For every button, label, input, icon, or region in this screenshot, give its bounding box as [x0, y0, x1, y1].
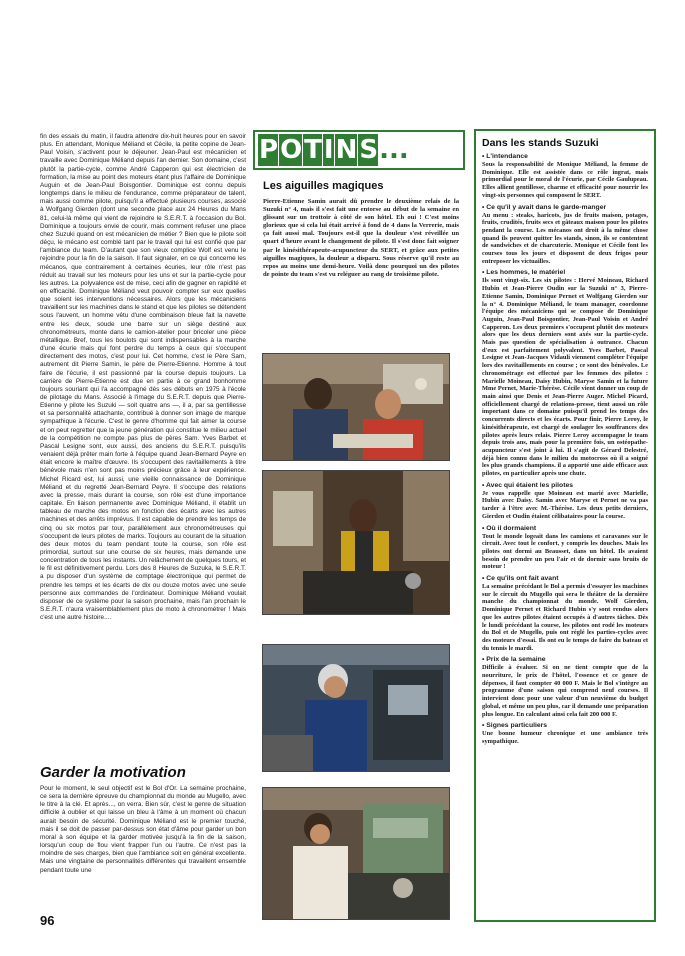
- potins-letter: O: [280, 135, 302, 165]
- left-article-column: [40, 133, 246, 923]
- suzuki-stands-sidebar: [474, 129, 656, 922]
- potins-logo: [258, 134, 409, 166]
- section-body-pilotes: Je vous rappelle que Moineau est marié avec Marielle, Hubin avec Daisy. Samin avec Maryse et Pernet ne va pas tarder à l'être avec M.-Thérèse. Les deux petits derniers, Gierden et Oudin étaient célibataires pour la course.: [482, 489, 648, 520]
- section-body-prix: Difficile à évaluer. Si on ne tient compte que de la nourriture, le prix de l'hôtel, l'essence et ce genre de dépenses, il faut compter 40 000 F. Mais le Bol s'intègre au programme d'une saison qui comprend neuf courses. Il intervient donc pour une valeur d'un neuvième du budget global, et même un peu plus, car il demande une préparation plus longue. En calculant ainsi cela fait 200 000 F.: [482, 664, 648, 718]
- potins-letter: N: [335, 135, 357, 165]
- potins-letter: I: [323, 135, 333, 165]
- section-body-dormaient: Tout le monde logeait dans les camions et caravanes sur le circuit. Avec tout le confort, y compris les douches. Mais les pilotes ont dormi au Beausset, dans un hôtel. Ils avaient besoin de prendre un peu l'air et de dormir sans bruits de moteur !: [482, 532, 648, 571]
- potins-column: [253, 130, 465, 340]
- section-body-intendance: Sous la responsabilité de Monique Méliand, la femme de Dominique. Elle est assistée dans ce rôle ingrat, mais primordial pour le moral de l'écurie, par Cécile Gaulupeau. Elles allient gentillesse, charme et efficacité pour nourrir les vingt-six personnes qui composent le SERT.: [482, 161, 648, 199]
- page-number: 96: [40, 913, 55, 928]
- left-article-text-2: Pour le moment, le seul objectif est le Bol d'Or. La semaine prochaine, ce sera la dernière épreuve du championnat du monde au Mugello, avec le titre à la clé. Et après..., on verra. Bien sûr, c'est le genre de situation difficile à oublier et qui laisse un bleu à l'âme à un moment où chacun aurait besoin de sécurité. Dominique Méliand est le premier touché, mais il se doit de passer par-dessus son état d'âme pour garder un bon moral à son équipe et la garder motivée jusqu'à la fin de la saison, lorsqu'un coup de flou vient frapper l'un ou l'autre. Ce n'est pas la moindre de ses charges, bien que l'ambiance soit en général excellente. Mais une vingtaine de personnalités différentes qui travaillent ensemble pendant toute une: [40, 785, 246, 874]
- photo-mechanic-machine: [262, 644, 450, 772]
- section-head-pilotes: • Avec qui étaient les pilotes: [482, 481, 574, 489]
- section-head-signes: • Signes particuliers: [482, 722, 548, 730]
- potins-dots: ...: [379, 135, 409, 165]
- section-head-hommes: • Les hommes, le matériel: [482, 269, 566, 277]
- section-body-garde-manger: Au menu : steaks, haricots, jus de fruits maison, potages, fruits, crudités, fruits secs et gâteaux maison pour les pilotes pendant la course. Les mécanos ont droit à la même chose quand ils peuvent quitter les stands, sinon, ils se contentent de sandwiches et de charcuterie. Monique et Cécile font les courses tous les jours et disposent de deux frigos pour entreposer les victuailles.: [482, 211, 648, 265]
- section-head-avant: • Ce qu'ils ont fait avant: [482, 575, 559, 583]
- left-article-body-2: [40, 785, 246, 897]
- section-body-hommes: Ils sont vingt-six. Les six pilotes : Hervé Moineau, Richard Hubin et Jean-Pierre Oudin sur la Suzuki n° 3, Pierre-Etienne Samin, Dominique Pernet et Wolfgang Gierden sur la n° 4. Dominique Méliand, le team manager, coordonne l'équipe des mécaniciens qui se compose de Dominique Auguin, Jean-Paul Boisgontier, Jean-Paul Voisin et André Capperon. Les deux premiers s'occupent plutôt des moteurs alors que les deux derniers sont axés sur la partie-cycle. Mais pas question de spécialisation à outrance. Chacun d'eux est parfaitement polyvalent. Yves Barbet, Pascal Lesigne et Jean-Jacques Vidauli viennent compléter l'équipe lors des ravitaillements en course ; ce sont des bénévoles. Le chronométrage est effectué par les femmes des pilotes : Marielle Moineau, Daisy Hubin, Maryse Samin et la future Mme Pernet, Marie-Thérèse. Cécile vient donner un coup de main ainsi que Denis et Jean-Pierre Auger. Michel Picard, officiellement chargé de relations-presse, tient aussi un rôle important dans ce domaine puisqu'il prend les temps des concurrents directs et les écarts. Pour finir, Pierre Leroy, le kinésithérapeute, est chargé de soulager les souffrances des pilotes après leurs relais. Pierre Leroy accompagne le team depuis trois ans, mais pour la première fois, un ostéopathe-acupuncteur s'est joint à lui. Il s'agit de Gérard Delestré, déjà bien connu dans le milieu du motocross où il a soigné les plus grands champions. il a apporté une aide efficace aux pilotes, en particulier après une chute.: [482, 277, 648, 478]
- potins-text: Pierre-Etienne Samin aurait dû prendre le deuxième relais de la Suzuki n° 4, mais il s'est fait une entorse au début de la semaine en glissant sur un trottoir à côté de son hôtel. Eh oui ! C'est moins glorieux que si cela lui était arrivé à fond de 4 dans la Verrerie, mais ça fait aussi mal. Toujours est-il que la douleur s'est réveillée un quart d'heure avant le changement de pilote. Il s'est donc fait soigner par le kinésithérapeute-acupuncteur du SERT, et grâce aux petites aiguilles magiques, la douleur a disparu. Sous réserve qu'il reste au repos au moins une demi-heure. Voilà donc pourquoi un des pilotes de pointe du team s'est vu reléguer au rang de troisième pilote.: [263, 198, 459, 278]
- section-head-garde-manger: • Ce qu'il y avait dans le garde-manger: [482, 203, 607, 211]
- sidebar-title: Dans les stands Suzuki: [482, 137, 599, 149]
- section-body-avant: La semaine précédant le Bol a permis d'essayer les machines sur le circuit du Mugello qui sera le théâtre de la dernière manche du championnat du monde. Wolf Gierden, Dominique Pernet et Richard Hubin s'y sont rendus alors que les autres pilotes étaient occupés à d'autres tâches. Dès le lundi précédant la course, les pilotes ont rodé les moteurs du Bol et de Mugello, puis ont réglé les parties-cycles avec des moteurs d'essai. Ils ont eu le temps de faire du bateau et du tennis le mardi.: [482, 583, 648, 652]
- section-heading-motivation: Garder la motivation: [40, 764, 186, 781]
- potins-banner: [253, 130, 465, 170]
- left-article-text-1: fin des essais du matin, il faudra attendre dix-huit heures pour en savoir plus. En attendant, Monique Méliand et Cécile, la petite copine de Jean-Paul Voisin, s'activent pour le déjeuner. Jean-Paul est mécanicien et travaille avec Dominique Méliand depuis l'an dernier. Son domaine, c'est plutôt la partie-cycle, comme André Capperon qui est électricien de formation, la mise au point des moteurs étant plus l'affaire de Dominique Auguin et de Jean-Paul Boisgontier. Dominique est connu depuis longtemps dans le milieu de l'endurance, comme préparateur de talent, mais aussi comme pilote, puisqu'il a effectué plusieurs courses, associé à Wolfgang Gierden (dont une seconde place aux 24 Heures du Mans 81, celui-là même qui vient de rejoindre le S.E.R.T. à l'occasion du Bol. Dominique a toujours envie de courir, mais comment refuser une place chez Suzuki quand on est mécanicien de métier ? Bien que le pilote soit déçu, le mécano est comblé tant par le travail qui lui est confié que par l'ambiance du team. D'autant que son vieux complice Wolf est venu le rejoindre pour la fin de la saison. Il faut signaler, en ce qui concerne les mécanos, que contrairement à certaines écuries, leur rôle n'est pas réduit au travail sur les moteurs pour les uns et sur la partie-cycle pour les autres. La polyvalence est de mise, ceci afin de gagner en rapidité et en efficacité. Dominique Méliand veut pouvoir compter sur eux quelles que soient les interventions nécessaires. Alors que les mécaniciens travaillent sur les machines dans le stand et que les pilotes se détendent sous l'auvent, un homme vêtu d'une combinaison bleue fait la navette entre les deux, soude une barre sur un siège destiné aux chronométreurs, monte dans le camion-atelier pour bricoler une pièce métallique. Bref, tous les boulots qui sont indispensables à la marche d'une écurie mais qui font perdre du temps à ceux qui s'occupent directement des motos, c'est pour lui. Cet homme, c'est le Père Sam, autrement dit Pierre Samin, le père de Pierre-Etienne. Homme à tout faire de l'écurie, il est passionné par la course depuis toujours. La carrière de Pierre-Etienne est due en partie à ce grand bonhomme toujours souriant qui l'a accompagné dès ses débuts en 1975 à l'école de pilotage du Mans. Associé à l'image du S.E.R.T. depuis que Pierre-Etienne y pilote les Suzuki — soit quatre ans —, il a, par sa gentillesse et sa personnalité attachante, contribué à donner son image de marque sympathique à l'écurie. C'est le genre d'homme qui fait aimer la course et on peut regretter que la jeune génération qui constitue le milieu actuel de la compétition ne compte pas plus de pères Sam. Yves Barbet et Pascal Lesigne sont, eux aussi, des anciens du S.E.R.T. puisqu'ils venaient déjà prêter main forte à l'équipe quand Jean-Bernard Peyre en était encore le maître d'œuvre. Ils s'occupent des ravitaillements à titre bénévole mais n'en sont pas moins précieux grâce à leur expérience. Michel Ricard est, lui aussi, une vieille connaissance de Dominique Méliand et du regretté Jean-Bernard Peyre. Il s'occupe des relations avec la presse, mais durant la course, son rôle est d'une importance capitale. En liaison permanente avec Dominique Méliand, il établit un tableau de marche des motos en fonction des écarts avec les autres machines et des arrêts imprévus. Il est capable de prendre les temps de cinq ou six motos par tour, parallèlement aux chronométreuses qui s'occupent de leurs pilotes de marks. Toujours au courant de la situation des deux motos du team pendant toute la course, son rôle est primordial, surtout sur une course de six heures, mais demande une concentration de tous les instants. Un relâchement de quelques tours, et le fil est définitivement perdu. Lors des 8 Heures de Suzuka, le S.E.R.T. a pu disposer d'un système de comptage électronique qui permet de prendre les temps et les écarts de dix ou douze motos avec une seule personne aux commandes de l'ordinateur. Dominique Méliand voulait disposer de ce système pour la saison prochaine, mais l'an prochain le S.E.R.T. n'aura vraisemblablement plus de moto à chronométrer ! Mais c'est une autre histoire....: [40, 133, 246, 622]
- section-body-signes: Une bonne humeur chronique et une ambiance très sympathique.: [482, 730, 648, 745]
- section-head-intendance: • L'intendance: [482, 153, 528, 160]
- left-article-body: [40, 133, 246, 756]
- potins-letter: P: [259, 135, 278, 165]
- photo-mechanics-table: [262, 353, 450, 461]
- section-head-prix: • Prix de la semaine: [482, 656, 546, 664]
- potins-letter: S: [359, 135, 378, 165]
- potins-letter: T: [304, 135, 321, 165]
- section-head-dormaient: • Où il dormaient: [482, 524, 537, 532]
- photo-mechanic-lathe: [262, 787, 450, 920]
- photo-mechanic-workbench: [262, 470, 450, 615]
- potins-title: Les aiguilles magiques: [263, 180, 384, 192]
